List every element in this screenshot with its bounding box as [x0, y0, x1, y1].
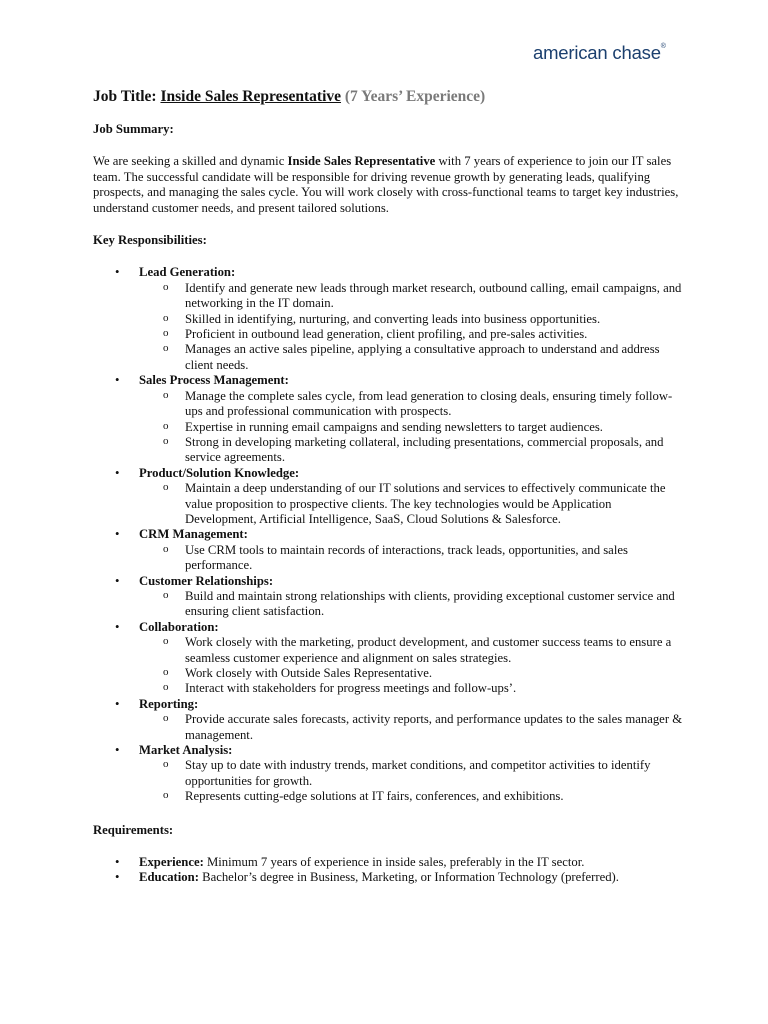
section-title: Lead Generation: — [139, 265, 236, 280]
responsibility-section — [93, 373, 683, 465]
section-items — [139, 389, 683, 466]
summary-text-end: with 7 years of experience to join our IT sales team. The successful candidate will be responsible for driving revenue growth by generating leads, qualifying prospects, and managing the sales cycle. You will work closely with cross-functional teams to target key industries, understand customer needs, and present tailored solutions. — [93, 154, 679, 215]
requirements-list — [93, 855, 683, 886]
section-items — [139, 758, 683, 804]
list-item: o Maintain a deep understanding of our IT solutions and services to effectively communicate the value proposition to prospective clients. The key technologies would be Application Development, Artificial Intelligence, SaaS, Cloud Solutions & Salesforce. — [139, 481, 683, 527]
list-item: o Represents cutting-edge solutions at IT fairs, conferences, and exhibitions. — [139, 789, 683, 804]
list-item: o Manage the complete sales cycle, from lead generation to closing deals, ensuring timely follow-ups and professional communication with prospects. — [139, 389, 683, 420]
section-items — [139, 543, 683, 574]
responsibility-section — [93, 527, 683, 573]
requirement-text: Minimum 7 years of experience in inside sales, preferably in the IT sector. — [203, 855, 585, 870]
list-item: o Use CRM tools to maintain records of interactions, track leads, opportunities, and sales performance. — [139, 543, 683, 574]
section-title: CRM Management: — [139, 527, 248, 542]
section-items — [139, 281, 683, 373]
job-title-role: Inside Sales Representative — [160, 88, 342, 105]
responsibility-section — [93, 265, 683, 373]
list-item: o Identify and generate new leads through market research, outbound calling, email campaigns, and networking in the IT domain. — [139, 281, 683, 312]
document-body — [93, 122, 683, 886]
list-item: o Proficient in outbound lead generation, client profiling, and pre-sales activities. — [139, 327, 683, 342]
summary-text-start: We are seeking a skilled and dynamic — [93, 154, 288, 169]
list-item: o Stay up to date with industry trends, market conditions, and competitor activities to identify opportunities for growth. — [139, 758, 683, 789]
responsibility-section — [93, 697, 683, 743]
requirement-item — [93, 870, 683, 885]
summary-role-bold: Inside Sales Representative — [287, 154, 436, 169]
list-item: o Manages an active sales pipeline, applying a consultative approach to understand and address client needs. — [139, 342, 683, 373]
section-title: Reporting: — [139, 696, 199, 711]
section-title: Market Analysis: — [139, 743, 233, 758]
list-item: o Expertise in running email campaigns and sending newsletters to target audiences. — [139, 420, 683, 435]
section-title: Collaboration: — [139, 619, 219, 634]
registered-mark: ® — [660, 43, 666, 50]
responsibility-section — [93, 574, 683, 620]
list-item: o Work closely with Outside Sales Representative. — [139, 666, 683, 681]
summary-heading: Job Summary: — [93, 122, 174, 136]
requirement-text: Bachelor’s degree in Business, Marketing, or Information Technology (preferred). — [198, 870, 619, 885]
list-item: o Build and maintain strong relationships with clients, providing exceptional customer service and ensuring client satisfaction. — [139, 589, 683, 620]
requirements-heading: Requirements: — [93, 822, 174, 837]
logo-text: american chase — [533, 42, 661, 63]
responsibilities-list — [93, 265, 683, 804]
responsibility-section — [93, 466, 683, 528]
section-items — [139, 481, 683, 527]
list-item: o Interact with stakeholders for progress meetings and follow-ups’. — [139, 681, 683, 696]
responsibility-section — [93, 743, 683, 805]
requirement-item — [93, 855, 683, 870]
section-items — [139, 589, 683, 620]
section-title: Customer Relationships: — [139, 573, 274, 588]
summary-paragraph — [93, 154, 683, 216]
section-items — [139, 712, 683, 743]
list-item: o Provide accurate sales forecasts, activity reports, and performance updates to the sales manager & management. — [139, 712, 683, 743]
list-item: o Strong in developing marketing collateral, including presentations, commercial proposals, and service agreements. — [139, 435, 683, 466]
responsibilities-heading: Key Responsibilities: — [93, 233, 207, 248]
job-title — [93, 88, 485, 106]
requirement-label: Education: — [139, 870, 199, 885]
job-title-experience: (7 Years’ Experience) — [341, 88, 486, 105]
company-logo — [533, 42, 666, 64]
requirement-label: Experience: — [139, 855, 204, 870]
section-title: Sales Process Management: — [139, 373, 289, 388]
list-item: o Skilled in identifying, nurturing, and converting leads into business opportunities. — [139, 312, 683, 327]
responsibility-section — [93, 620, 683, 697]
job-title-prefix: Job Title: — [93, 88, 161, 105]
section-items — [139, 635, 683, 697]
section-title: Product/Solution Knowledge: — [139, 465, 300, 480]
list-item: o Work closely with the marketing, product development, and customer success teams to ensure a seamless customer experience and alignment on sales strategies. — [139, 635, 683, 666]
